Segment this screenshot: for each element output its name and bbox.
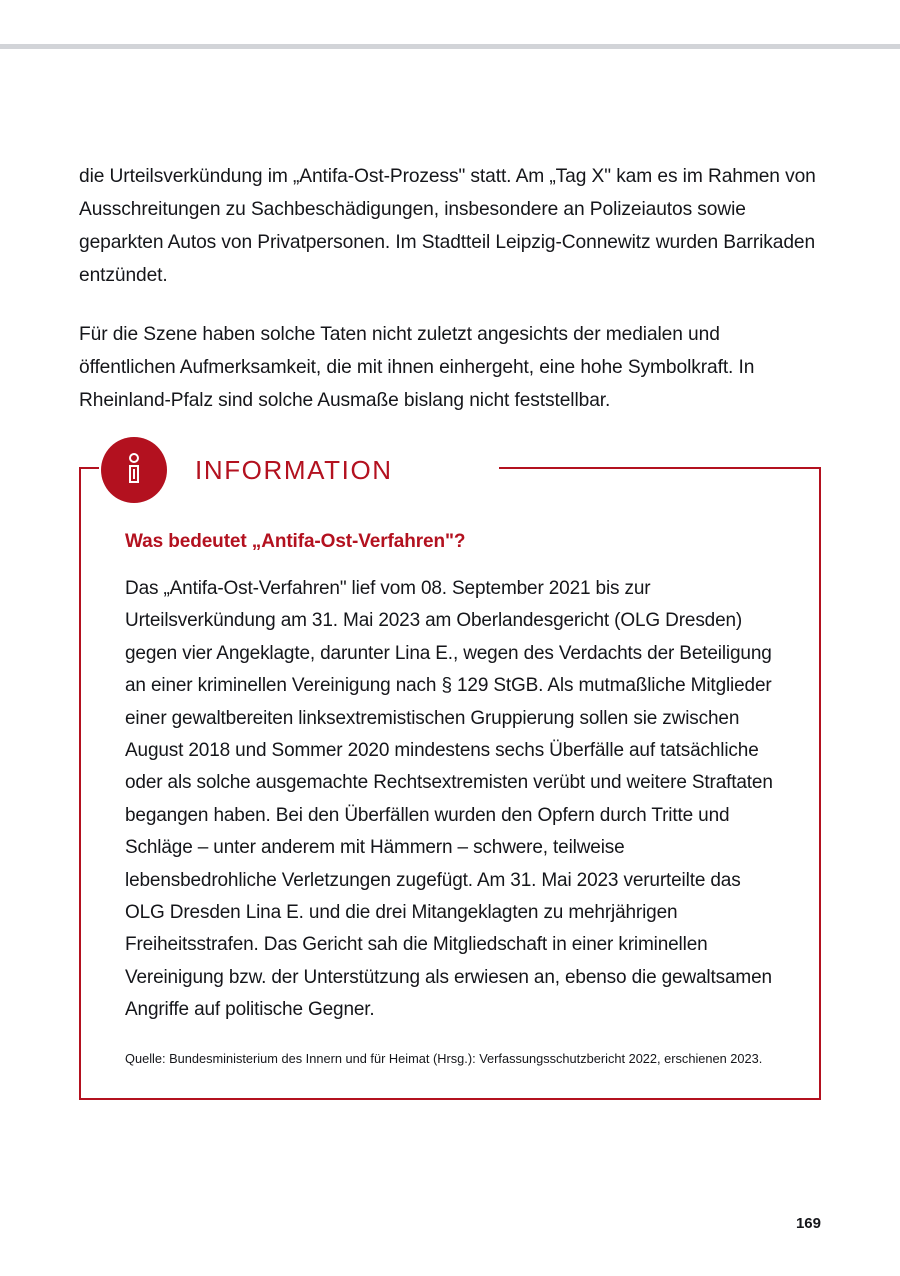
information-source: Quelle: Bundesministerium des Innern und für Heimat (Hrsg.): Verfassungsschutzbericht 2022, erschienen 2023.	[125, 1050, 763, 1066]
information-header	[101, 435, 393, 505]
information-icon	[101, 437, 167, 503]
information-label: INFORMATION	[195, 454, 393, 485]
body-paragraph: Für die Szene haben solche Taten nicht zuletzt angesichts der medialen und öffentlichen Aufmerksamkeit, die mit ihnen einhergeht, eine hohe Symbolkraft. In Rheinland-Pfalz sind solche Ausmaße bislang nicht feststellbar.	[79, 324, 755, 411]
information-box	[79, 454, 821, 1100]
information-heading: Was bedeutet „Antifa-Ost-Verfahren"?	[125, 531, 466, 552]
page-header-rule	[0, 44, 900, 49]
information-callout	[79, 454, 821, 1100]
body-paragraph: die Urteilsverkündung im „Antifa-Ost-Prozess" statt. Am „Tag X" kam es im Rahmen von Ausschreitungen zu Sachbeschädigungen, insbesondere an Polizeiautos sowie geparkten Autos von Privatpersonen. Im Stadtteil Leipzig-Connewitz wurden Barrikaden entzündet.	[79, 166, 816, 286]
page-content	[79, 160, 821, 1100]
page-number: 169	[795, 1215, 821, 1232]
information-text: Das „Antifa-Ost-Verfahren" lief vom 08. September 2021 bis zur Urteilsverkündung am 31. Mai 2023 am Oberlandesgericht (OLG Dresden) gegen vier Angeklagte, darunter Lina E., wegen des Verdachts der Beteiligung an einer kriminellen Vereinigung nach § 129 StGB. Als mutmaßliche Mitglieder einer gewaltbereiten linksextremistischen Gruppierung sollen sie zwischen August 2018 und Sommer 2020 mindestens sechs Überfälle auf tatsächliche oder als solche ausgemachte Rechtsextremisten verübt und weitere Straftaten begangen haben. Bei den Überfällen wurden den Opfern durch Tritte und Schläge – unter anderem mit Hämmern – schwere, teilweise lebensbedrohliche Verletzungen zugefügt. Am 31. Mai 2023 verurteilte das OLG Dresden Lina E. und die drei Mitangeklagten zu mehrjährigen Freiheitsstrafen. Das Gericht sah die Mitgliedschaft in einer kriminellen Vereinigung bzw. der Unterstützung als erwiesen an, ebenso die gewaltsamen Angriffe auf politische Gegner.	[125, 578, 773, 1021]
